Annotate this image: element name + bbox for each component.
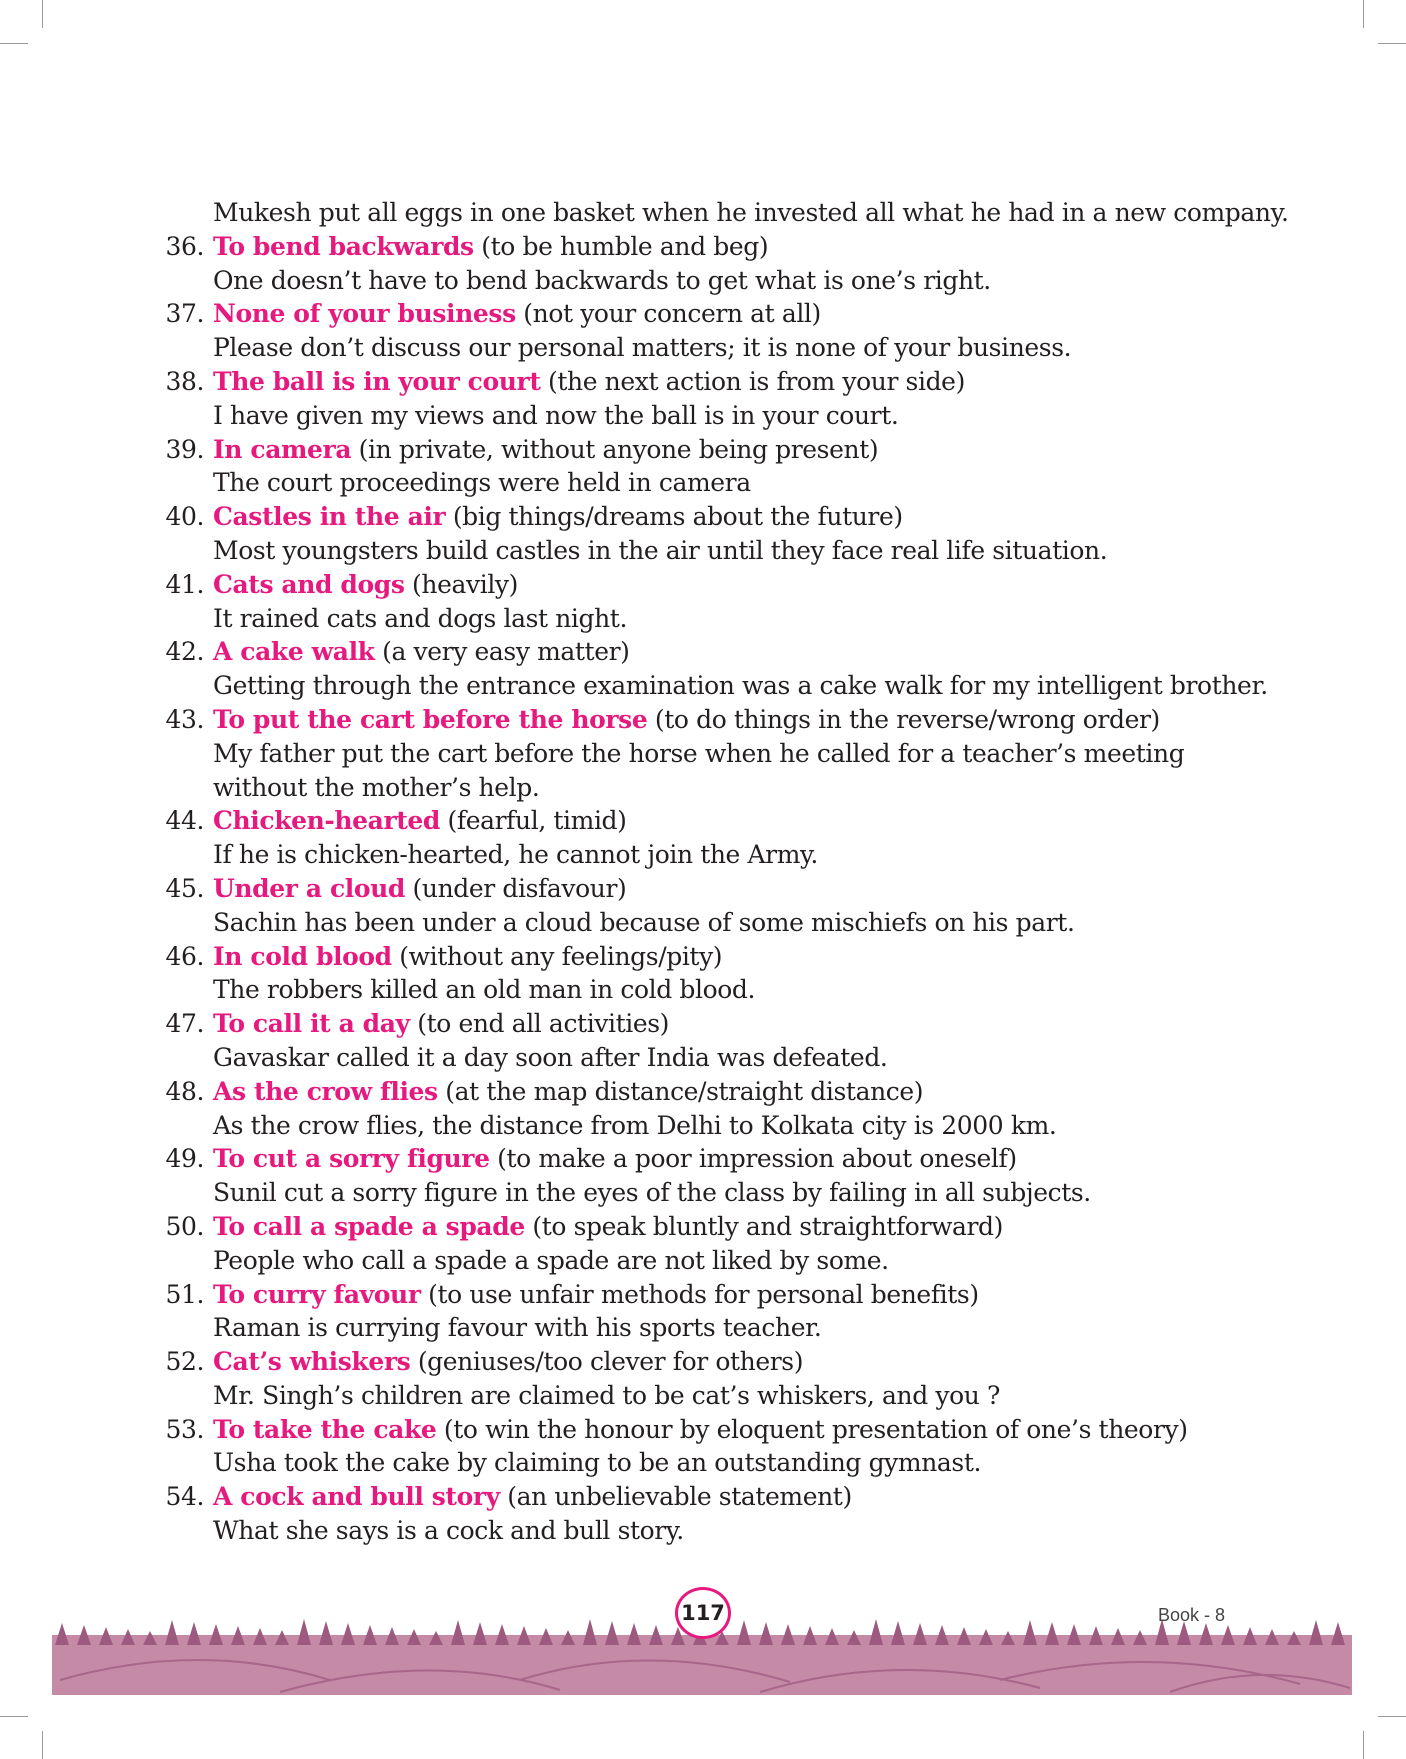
idiom-phrase: Chicken-hearted (213, 806, 440, 836)
example-sentence: Sachin has been under a cloud because of some mischiefs on his part. (213, 907, 1075, 937)
idiom-phrase: To take the cake (213, 1414, 437, 1444)
entry-number: 54. (165, 1482, 204, 1512)
tree-icon (913, 1623, 927, 1645)
entry-heading (213, 1278, 1300, 1312)
idiom-phrase: To call a spade a spade (213, 1211, 525, 1241)
entry-heading (213, 568, 1300, 602)
tree-icon (605, 1621, 619, 1645)
entry-heading (213, 1075, 1300, 1109)
example-sentence: People who call a spade a spade are not liked by some. (213, 1245, 889, 1275)
example-sentence: Sunil cut a sorry figure in the eyes of the class by failing in all subjects. (213, 1178, 1091, 1208)
example-sentence: Most youngsters build castles in the air until they face real life situation. (213, 535, 1108, 565)
idiom-meaning: (big things/dreams about the future) (445, 502, 903, 532)
crop-mark (1363, 0, 1364, 28)
entry-heading (213, 365, 1300, 399)
idiom-entry (160, 635, 1300, 703)
idiom-phrase: To put the cart before the horse (213, 704, 648, 734)
idiom-meaning: (to be humble and beg) (473, 231, 769, 261)
entry-heading (213, 1210, 1300, 1244)
idiom-phrase: As the crow flies (213, 1076, 438, 1106)
idiom-phrase: To call it a day (213, 1009, 410, 1039)
example-sentence: Gavaskar called it a day soon after India was defeated. (213, 1042, 888, 1072)
tree-icon (55, 1623, 69, 1645)
idiom-entry (160, 1480, 1300, 1548)
tree-icon (869, 1619, 883, 1645)
idiom-phrase: To bend backwards (213, 231, 474, 261)
idiom-entry (160, 500, 1300, 568)
entry-heading (213, 500, 1300, 534)
example-sentence: Getting through the entrance examination was a cake walk for my intelligent brother. (213, 671, 1268, 701)
tree-icon (1023, 1620, 1037, 1645)
idiom-phrase: To curry favour (213, 1279, 421, 1309)
example-sentence: Raman is currying favour with his sports teacher. (213, 1313, 822, 1343)
idiom-phrase: None of your business (213, 299, 516, 329)
idiom-entry (160, 1142, 1300, 1210)
idiom-entry (160, 365, 1300, 433)
example-sentence: Mr. Singh’s children are claimed to be cat’s whiskers, and you ? (213, 1380, 1000, 1410)
idiom-meaning: (to end all activities) (409, 1009, 670, 1039)
crop-mark (1378, 1716, 1406, 1717)
crop-mark (42, 1731, 43, 1759)
idiom-phrase: To cut a sorry figure (213, 1144, 490, 1174)
idiom-meaning: (the next action is from your side) (540, 366, 965, 396)
entry-number: 46. (165, 941, 204, 971)
entry-heading (213, 804, 1300, 838)
tree-icon (1199, 1623, 1213, 1645)
entry-number: 36. (165, 231, 204, 261)
example-sentence: It rained cats and dogs last night. (213, 603, 628, 633)
example-sentence: As the crow flies, the distance from Delhi to Kolkata city is 2000 km. (213, 1110, 1057, 1140)
idiom-entry (160, 1075, 1300, 1143)
tree-icon (297, 1619, 311, 1645)
tree-icon (495, 1624, 509, 1645)
entry-heading (213, 1413, 1300, 1447)
tree-icon (1309, 1620, 1323, 1645)
idiom-phrase: A cake walk (213, 637, 375, 667)
idiom-entry (160, 1278, 1300, 1346)
idiom-entry (160, 297, 1300, 365)
idiom-entry (160, 1345, 1300, 1413)
entry-heading (213, 1142, 1300, 1176)
idiom-meaning: (under disfavour) (405, 873, 627, 903)
example-sentence: Usha took the cake by claiming to be an outstanding gymnast. (213, 1448, 982, 1478)
idiom-phrase: A cock and bull story (213, 1482, 500, 1512)
example-sentence: The robbers killed an old man in cold blood. (213, 975, 756, 1005)
idiom-phrase: Cats and dogs (213, 569, 405, 599)
idiom-meaning: (in private, without anyone being present) (351, 434, 879, 464)
idiom-meaning: (to use unfair methods for personal benefits) (420, 1279, 979, 1309)
tree-icon (627, 1623, 641, 1645)
crop-mark (1378, 43, 1406, 44)
tree-icon (451, 1620, 465, 1645)
idiom-entry (160, 230, 1300, 298)
entry-number: 43. (165, 704, 204, 734)
idiom-entry (160, 1210, 1300, 1278)
idiom-meaning: (heavily) (404, 569, 518, 599)
tree-icon (187, 1622, 201, 1645)
entry-heading (213, 230, 1300, 264)
tree-icon (583, 1619, 597, 1645)
entry-number: 37. (165, 299, 204, 329)
entry-number: 50. (165, 1211, 204, 1241)
entry-number: 49. (165, 1144, 204, 1174)
book-label: Book - 8 (1158, 1605, 1226, 1625)
entry-number: 40. (165, 502, 204, 532)
entry-heading (213, 940, 1300, 974)
tree-icon (319, 1621, 333, 1645)
crop-mark (0, 1716, 28, 1717)
tree-icon (759, 1622, 773, 1645)
entry-number: 41. (165, 569, 204, 599)
example-sentence: What she says is a cock and bull story. (213, 1516, 684, 1546)
idiom-meaning: (at the map distance/straight distance) (437, 1076, 924, 1106)
idiom-meaning: (to do things in the reverse/wrong order) (647, 704, 1160, 734)
idiom-meaning: (geniuses/too clever for others) (410, 1347, 804, 1377)
idiom-entry (160, 568, 1300, 636)
entry-heading (213, 703, 1300, 737)
idiom-meaning: (not your concern at all) (515, 299, 821, 329)
tree-icon (209, 1624, 223, 1645)
idiom-entry (160, 940, 1300, 1008)
tree-icon (1045, 1622, 1059, 1645)
idiom-meaning: (to speak bluntly and straightforward) (524, 1211, 1004, 1241)
idiom-entry (160, 433, 1300, 501)
idiom-entry (160, 1413, 1300, 1481)
entry-heading (213, 433, 1300, 467)
idiom-entry (160, 1007, 1300, 1075)
page-number: 117 (675, 1587, 731, 1639)
entry-number: 51. (165, 1279, 204, 1309)
entry-heading (213, 1480, 1300, 1514)
entry-number: 38. (165, 366, 204, 396)
idiom-meaning: (without any feelings/pity) (391, 941, 723, 971)
example-sentence: Please don’t discuss our personal matters; it is none of your business. (213, 333, 1072, 363)
tree-icon (781, 1624, 795, 1645)
idiom-phrase: In cold blood (213, 941, 392, 971)
entry-heading (213, 872, 1300, 906)
idiom-meaning: (to win the honour by eloquent presentation of one’s theory) (436, 1414, 1188, 1444)
entry-number: 45. (165, 873, 204, 903)
idiom-meaning: (to make a poor impression about oneself) (489, 1144, 1017, 1174)
example-sentence: If he is chicken-hearted, he cannot join the Army. (213, 840, 818, 870)
idiom-entry (160, 703, 1300, 804)
crop-mark (42, 0, 43, 28)
example-sentence: I have given my views and now the ball is in your court. (213, 400, 899, 430)
idiom-phrase: Under a cloud (213, 873, 405, 903)
entry-number: 42. (165, 637, 204, 667)
example-sentence: My father put the cart before the horse when he called for a teacher’s meeting without the mother’s help. (213, 738, 1185, 802)
idiom-meaning: (an unbelievable statement) (499, 1482, 852, 1512)
entry-number: 53. (165, 1414, 204, 1444)
example-sentence: One doesn’t have to bend backwards to get what is one’s right. (213, 265, 991, 295)
idiom-entry (160, 872, 1300, 940)
entry-heading (213, 297, 1300, 331)
tree-icon (165, 1620, 179, 1645)
entry-heading (213, 635, 1300, 669)
entry-number: 52. (165, 1347, 204, 1377)
example-sentence: The court proceedings were held in camera (213, 468, 751, 498)
tree-icon (1067, 1624, 1081, 1645)
idiom-list (160, 196, 1300, 1548)
items-container (160, 230, 1300, 1548)
tree-icon (473, 1622, 487, 1645)
tree-icon (1331, 1622, 1345, 1645)
entry-number: 47. (165, 1009, 204, 1039)
idiom-phrase: In camera (213, 434, 352, 464)
continuation-line: Mukesh put all eggs in one basket when he invested all what he had in a new company. (213, 198, 1289, 227)
tree-icon (891, 1621, 905, 1645)
entry-heading (213, 1345, 1300, 1379)
idiom-phrase: The ball is in your court (213, 366, 541, 396)
idiom-meaning: (fearful, timid) (439, 806, 627, 836)
crop-mark (0, 43, 28, 44)
entry-heading (213, 1007, 1300, 1041)
entry-number: 39. (165, 434, 204, 464)
idiom-meaning: (a very easy matter) (374, 637, 630, 667)
idiom-entry (160, 804, 1300, 872)
idiom-phrase: Castles in the air (213, 502, 446, 532)
tree-icon (341, 1623, 355, 1645)
tree-icon (737, 1620, 751, 1645)
entry-number: 48. (165, 1076, 204, 1106)
entry-number: 44. (165, 806, 204, 836)
crop-mark (1363, 1731, 1364, 1759)
idiom-phrase: Cat’s whiskers (213, 1347, 411, 1377)
